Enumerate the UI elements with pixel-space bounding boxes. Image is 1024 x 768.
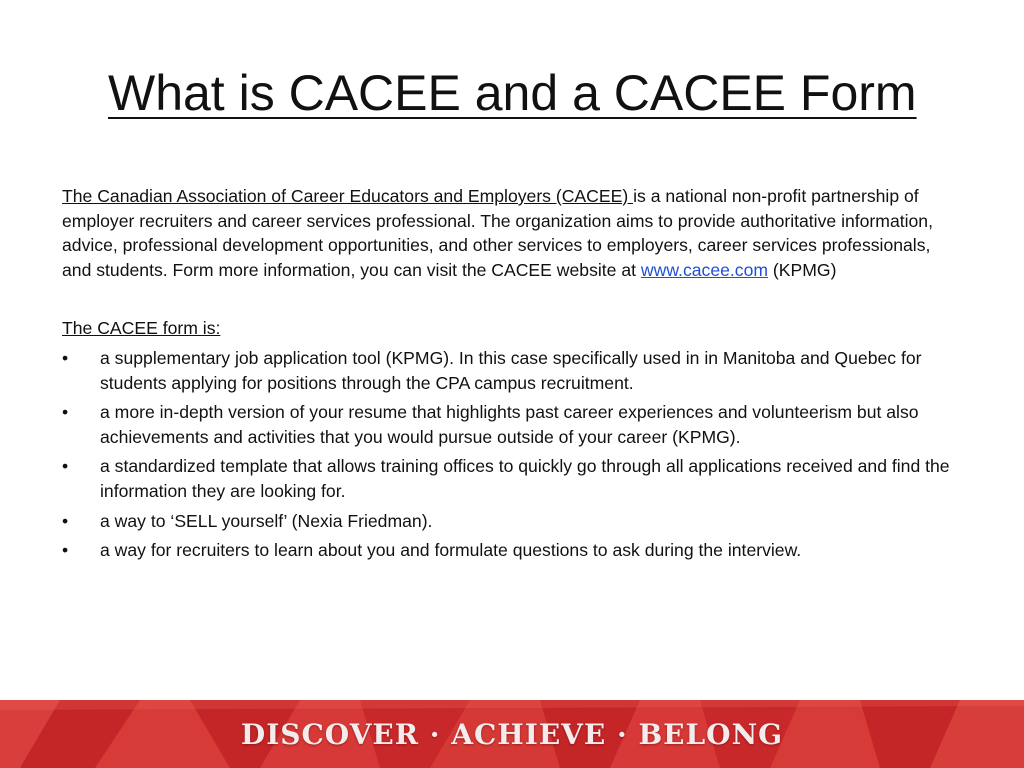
org-name: The Canadian Association of Career Educators and Employers (CACEE) [62,186,634,206]
bullet-icon: • [62,510,69,531]
list-item [62,400,962,449]
list-item-text: a standardized template that allows training offices to quickly go through all applications received and find the information they are looking for. [100,456,950,501]
cacee-website-link[interactable]: www.cacee.com [640,259,769,280]
form-bullet-list [62,346,962,563]
bullet-icon: • [62,456,69,477]
list-item [62,454,962,503]
slide-title: What is CACEE and a CACEE Form [108,65,917,121]
list-item-text: a way to ‘SELL yourself’ (Nexia Friedman). [100,510,433,531]
list-item [62,538,962,563]
intro-paragraph [62,184,962,282]
list-item-text: a supplementary job application tool (KPMG). In this case specifically used in in Manitoba and Quebec for students applying for positions through the CPA campus recruitment. [100,347,922,393]
list-item-text: a more in-depth version of your resume that highlights past career experiences and volunteerism but also achievements and activities that you would pursue outside of your career (KPMG). [100,402,919,447]
intro-citation: (KPMG) [768,259,837,280]
form-section-heading: The CACEE form is: [62,318,221,339]
bullet-icon: • [62,540,69,561]
footer-slogan: DISCOVER · ACHIEVE · BELONG [240,718,784,751]
intro-description: is a national non-profit partnership of employer recruiters and career services professional. The organization aims to provide authoritative information, advice, professional development opportunities, and other services to employers, career services professionals, and students. Form more information, you can visit the CACEE website at [62,186,933,280]
list-item [62,509,962,534]
list-item-text: a way for recruiters to learn about you and formulate questions to ask during the interview. [100,540,802,561]
list-item [62,346,962,395]
bullet-icon: • [62,347,69,368]
footer-banner [0,700,1024,768]
slide-content [62,184,962,568]
bullet-icon: • [62,402,69,423]
